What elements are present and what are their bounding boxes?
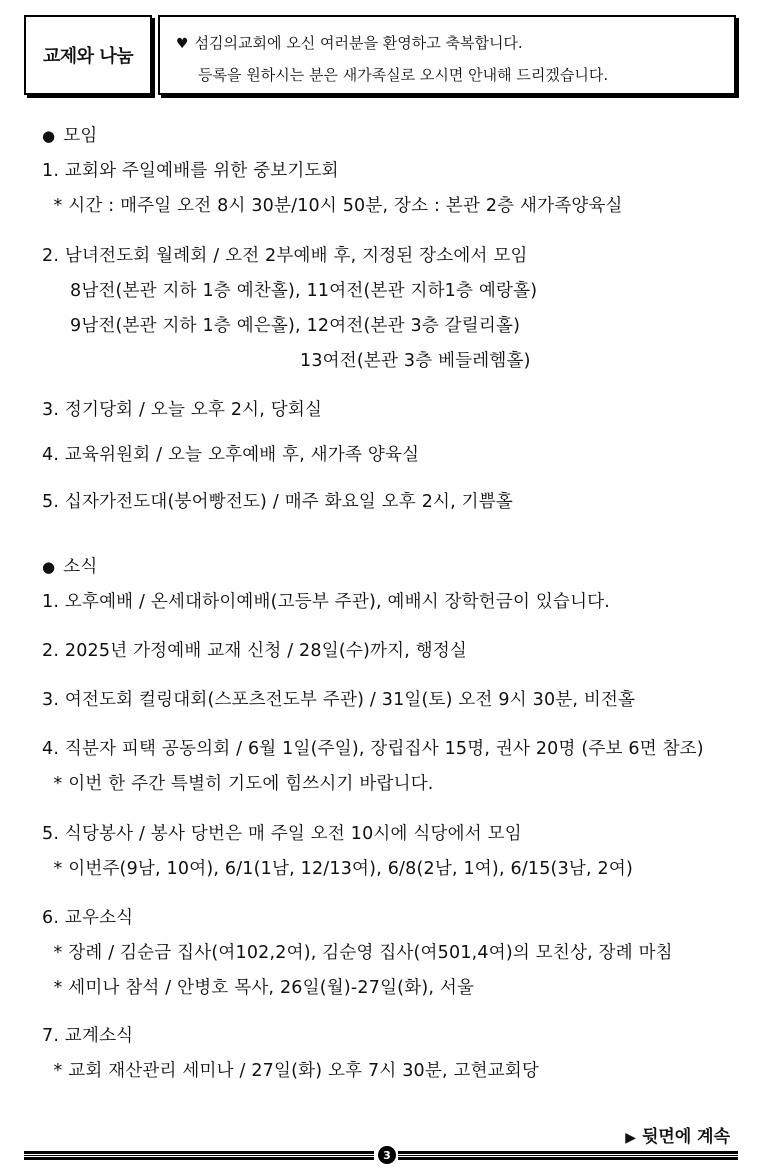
meeting-item: 1. 교회와 주일예배를 위한 중보기도회: [42, 161, 339, 181]
news-item: 1. 오후예배 / 온세대하이예배(고등부 주관), 예배시 장학헌금이 있습니다.: [42, 592, 611, 612]
arrow-right-icon: ▶: [625, 1130, 636, 1146]
continue-note: [625, 1122, 730, 1147]
meeting-item: 8남전(본관 지하 1층 예찬홀), 11여전(본관 지하1층 예랑홀): [70, 281, 538, 301]
meetings-heading-text: 모임: [63, 126, 98, 146]
welcome-text-1: 섬김의교회에 오신 여러분을 환영하고 축복합니다.: [194, 34, 523, 52]
footer-divider-left: [24, 1151, 374, 1160]
news-item: 7. 교계소식: [42, 1026, 134, 1046]
heart-icon: ♥: [176, 36, 189, 52]
continue-label: 뒷면에 계속: [641, 1127, 730, 1147]
news-item: * 장례 / 김순금 집사(여102,2여), 김순영 집사(여501,4여)의 모친상, 장례 마침: [42, 943, 673, 963]
meeting-item: 13여전(본관 3층 베들레헴홀): [300, 351, 531, 371]
meeting-item: * 시간 : 매주일 오전 8시 30분/10시 50분, 장소 : 본관 2층 새가족양육실: [42, 196, 623, 216]
meeting-item: 5. 십자가전도대(붕어빵전도) / 매주 화요일 오후 2시, 기쁨홀: [42, 492, 513, 512]
news-item: * 교회 재산관리 세미나 / 27일(화) 오후 7시 30분, 고현교회당: [42, 1061, 540, 1081]
meetings-heading: [42, 122, 98, 147]
welcome-box: [158, 15, 736, 95]
news-item: 4. 직분자 피택 공동의회 / 6월 1일(주일), 장립집사 15명, 권사 20명 (주보 6면 참조): [42, 739, 704, 759]
footer-divider-right: [398, 1151, 738, 1160]
news-item: 2. 2025년 가정예배 교재 신청 / 28일(수)까지, 행정실: [42, 641, 468, 661]
welcome-line-1: [176, 33, 523, 54]
bullet-icon: ●: [42, 558, 56, 576]
news-item: 3. 여전도회 컬링대회(스포츠전도부 주관) / 31일(토) 오전 9시 30분, 비전홀: [42, 690, 636, 710]
page-number: 3: [378, 1146, 396, 1164]
news-item: * 이번 한 주간 특별히 기도에 힘쓰시기 바랍니다.: [42, 774, 434, 794]
news-item: * 이번주(9남, 10여), 6/1(1남, 12/13여), 6/8(2남, 1여), 6/15(3남, 2여): [42, 859, 634, 879]
news-item: * 세미나 참석 / 안병호 목사, 26일(월)-27일(화), 서울: [42, 978, 475, 998]
meeting-item: 2. 남녀전도회 월례회 / 오전 2부예배 후, 지정된 장소에서 모임: [42, 246, 528, 266]
welcome-line-2: 등록을 원하시는 분은 새가족실로 오시면 안내해 드리겠습니다.: [198, 66, 609, 84]
section-title: 교제와 나눔: [24, 15, 152, 95]
meeting-item: 9남전(본관 지하 1층 예은홀), 12여전(본관 3층 갈릴리홀): [70, 316, 521, 336]
news-item: 5. 식당봉사 / 봉사 당번은 매 주일 오전 10시에 식당에서 모임: [42, 824, 522, 844]
bullet-icon: ●: [42, 127, 56, 145]
news-item: 6. 교우소식: [42, 908, 134, 928]
meeting-item: 3. 정기당회 / 오늘 오후 2시, 당회실: [42, 400, 323, 420]
meeting-item: 4. 교육위원회 / 오늘 오후예배 후, 새가족 양육실: [42, 445, 420, 465]
news-heading-text: 소식: [63, 557, 98, 577]
news-heading: [42, 553, 98, 578]
